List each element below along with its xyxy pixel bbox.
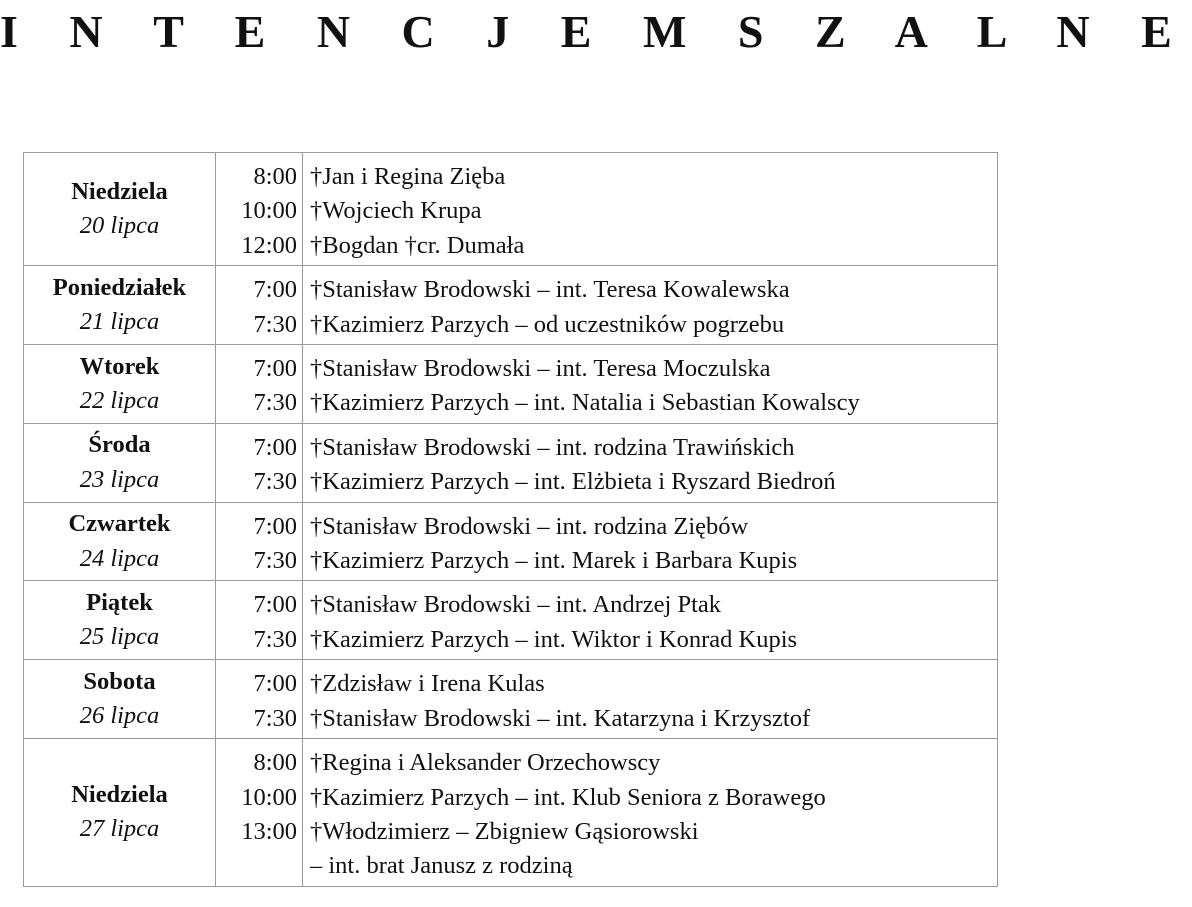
- time-cell: [216, 266, 303, 345]
- intention-cell: [303, 345, 998, 424]
- mass-intentions-table: [23, 152, 998, 887]
- mass-time: 7:30: [253, 704, 297, 732]
- day-date: 26 lipca: [79, 702, 160, 730]
- day-date: 23 lipca: [79, 465, 160, 493]
- day-date: 25 lipca: [79, 623, 160, 651]
- mass-time: 7:30: [253, 468, 297, 496]
- intention-text: †Kazimierz Parzych – int. Wiktor i Konrad Kupis: [310, 625, 798, 653]
- intention-text: †Zdzisław i Irena Kulas: [310, 670, 545, 698]
- day-name: Czwartek: [68, 510, 171, 538]
- time-cell: [216, 345, 303, 424]
- intention-text: †Stanisław Brodowski – int. Teresa Moczulska: [310, 355, 771, 383]
- day-row: [24, 581, 998, 660]
- mass-time: 7:30: [253, 389, 297, 417]
- intention-text: †Kazimierz Parzych – int. Natalia i Sebastian Kowalscy: [310, 389, 860, 417]
- time-cell: [216, 153, 303, 266]
- day-cell: [24, 266, 216, 345]
- intention-text: †Jan i Regina Zięba: [310, 163, 506, 190]
- intention-text: †Stanisław Brodowski – int. rodzina Ziębów: [310, 512, 749, 540]
- mass-time: 12:00: [241, 231, 297, 259]
- day-date: 24 lipca: [79, 544, 160, 572]
- intention-cell: [303, 502, 998, 581]
- mass-time: 8:00: [253, 749, 297, 777]
- time-cell: [216, 660, 303, 739]
- schedule-body: [24, 153, 998, 887]
- mass-time: 7:00: [253, 355, 297, 383]
- intention-cell: [303, 266, 998, 345]
- day-cell: [24, 660, 216, 739]
- mass-time: 7:30: [253, 310, 297, 338]
- intention-text: †Włodzimierz – Zbigniew Gąsiorowski: [310, 817, 699, 845]
- mass-time: 8:00: [253, 163, 297, 190]
- time-cell: [216, 502, 303, 581]
- page-title: I N T E N C J E M S Z A L N E: [0, 6, 1192, 57]
- mass-time: 7:00: [253, 433, 297, 461]
- intention-cell: [303, 660, 998, 739]
- intention-text: †Kazimierz Parzych – int. Elżbieta i Ryszard Biedroń: [310, 468, 836, 496]
- intention-text: †Bogdan †cr. Dumała: [310, 231, 525, 259]
- intention-text: †Kazimierz Parzych – od uczestników pogrzebu: [310, 310, 785, 338]
- intention-text: †Stanisław Brodowski – int. Andrzej Ptak: [310, 591, 722, 619]
- day-row: [24, 345, 998, 424]
- intention-cell: [303, 581, 998, 660]
- day-date: 20 lipca: [79, 212, 160, 240]
- day-row: [24, 423, 998, 502]
- mass-time: 7:00: [253, 276, 297, 304]
- day-cell: [24, 423, 216, 502]
- day-name: Piątek: [86, 588, 153, 616]
- day-cell: [24, 739, 216, 887]
- day-name: Poniedziałek: [52, 273, 187, 301]
- day-cell: [24, 345, 216, 424]
- intention-cell: [303, 153, 998, 266]
- mass-time: 7:00: [253, 591, 297, 619]
- day-cell: [24, 502, 216, 581]
- mass-time: 13:00: [241, 817, 297, 845]
- day-date: 22 lipca: [79, 386, 160, 414]
- intention-cell: [303, 739, 998, 887]
- time-cell: [216, 581, 303, 660]
- day-name: Wtorek: [79, 352, 160, 380]
- intention-text: †Wojciech Krupa: [310, 197, 482, 225]
- mass-time: 7:00: [253, 512, 297, 540]
- intention-text: †Stanisław Brodowski – int. rodzina Trawińskich: [310, 433, 795, 461]
- day-row: [24, 502, 998, 581]
- day-date: 27 lipca: [79, 815, 160, 843]
- mass-time: 7:30: [253, 547, 297, 575]
- day-row: [24, 660, 998, 739]
- day-row: [24, 739, 998, 887]
- intention-text: †Regina i Aleksander Orzechowscy: [310, 749, 661, 777]
- day-date: 21 lipca: [79, 308, 160, 336]
- intention-text: – int. brat Janusz z rodziną: [310, 852, 573, 880]
- mass-time: 7:00: [253, 670, 297, 698]
- day-row: [24, 266, 998, 345]
- day-name: Niedziela: [71, 781, 168, 808]
- day-row: [24, 153, 998, 266]
- intention-text: †Stanisław Brodowski – int. Katarzyna i Krzysztof: [310, 704, 811, 732]
- mass-time: 10:00: [241, 197, 297, 225]
- day-name: Środa: [88, 431, 151, 459]
- time-cell: [216, 423, 303, 502]
- day-name: Niedziela: [71, 177, 168, 205]
- time-cell: [216, 739, 303, 887]
- intention-cell: [303, 423, 998, 502]
- intention-text: †Stanisław Brodowski – int. Teresa Kowalewska: [310, 276, 790, 304]
- intention-text: †Kazimierz Parzych – int. Klub Seniora z Borawego: [310, 783, 826, 811]
- day-cell: [24, 153, 216, 266]
- day-name: Sobota: [83, 667, 156, 695]
- intention-text: †Kazimierz Parzych – int. Marek i Barbara Kupis: [310, 547, 798, 575]
- mass-time: 7:30: [253, 625, 297, 653]
- mass-time: 10:00: [241, 783, 297, 811]
- day-cell: [24, 581, 216, 660]
